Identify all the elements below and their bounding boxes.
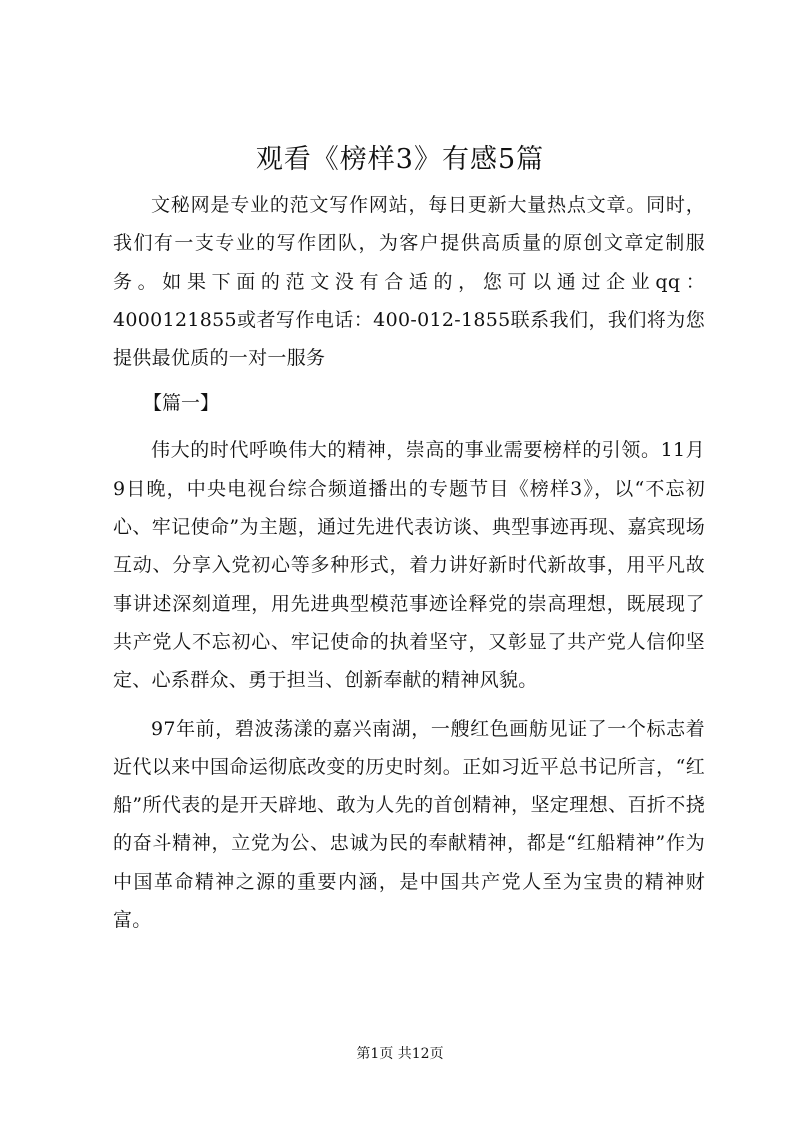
section-heading: 【篇一】 bbox=[143, 392, 220, 415]
document-title: 观看《榜样3》有感5篇 bbox=[255, 144, 545, 175]
body-paragraph-1: 伟大的时代呼唤伟大的精神，崇高的事业需要榜样的引领。11月9日晚，中央电视台综合频道播出的专题节目《榜样3》，以“不忘初心、牢记使命”为主题，通过先进代表访谈、典型事迹再现、嘉宾现场互动、分享入党初心等多种形式，着力讲好新时代新故事，用平凡故事讲述深刻道理，用先进典型模范事迹诠释党的崇高理想，既展现了共产党人不忘初心、牢记使命的执着坚守，又彰显了共产党人信仰坚定、心系群众、勇于担当、创新奉献的精神风貌。 bbox=[113, 439, 705, 692]
document-body bbox=[113, 186, 705, 939]
intro-paragraph: 文秘网是专业的范文写作网站，每日更新大量热点文章。同时，我们有一支专业的写作团队，为客户提供高质量的原创文章定制服务。如果下面的范文没有合适的，您可以通过企业qq：4000121855或者写作电话：400-012-1855联系我们，我们将为您提供最优质的一对一服务 bbox=[113, 194, 705, 370]
page-footer: 第1页 共12页 bbox=[356, 1046, 444, 1062]
body-paragraph-2: 97年前，碧波荡漾的嘉兴南湖，一艘红色画舫见证了一个标志着近代以来中国命运彻底改变的历史时刻。正如习近平总书记所言，“红船”所代表的是开天辟地、敢为人先的首创精神，坚定理想、百折不挠的奋斗精神，立党为公、忠诚为民的奉献精神，都是“红船精神”作为中国革命精神之源的重要内涵，是中国共产党人至为宝贵的精神财富。 bbox=[113, 717, 705, 932]
